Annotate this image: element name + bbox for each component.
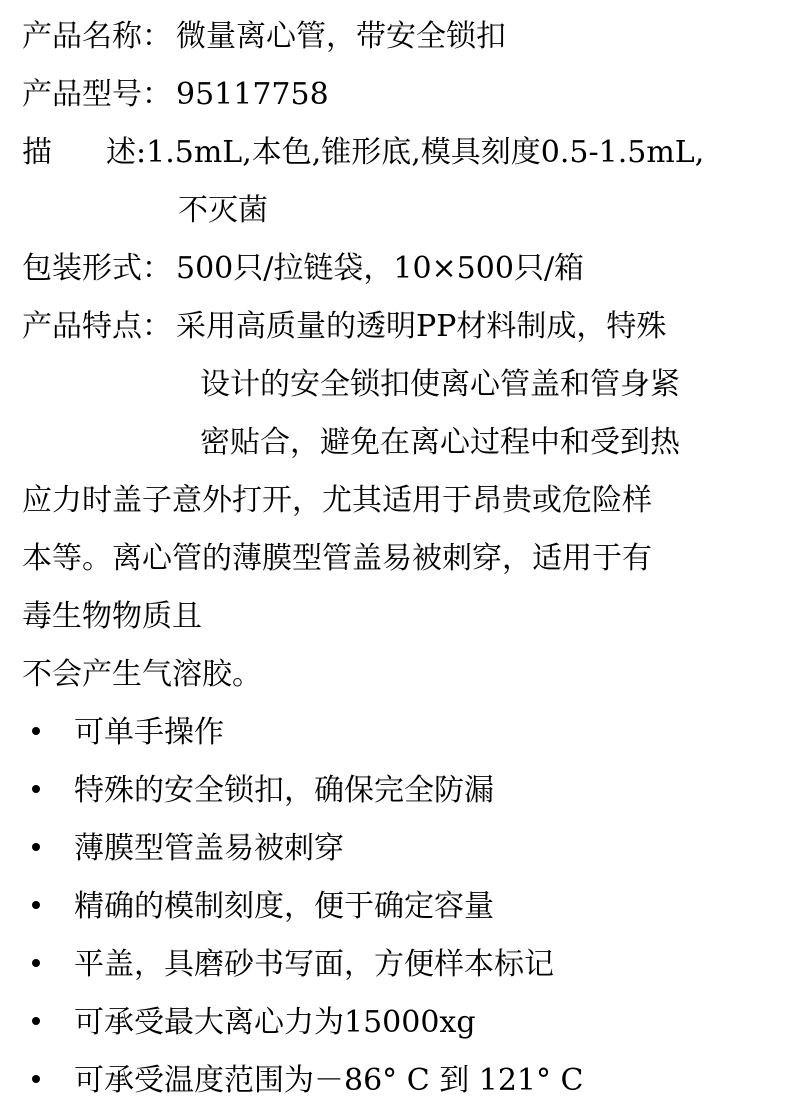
packing-row	[22, 252, 584, 286]
features-row	[22, 310, 666, 344]
feature-bullet-item	[22, 774, 494, 808]
features-row-3	[200, 426, 680, 460]
description-row	[22, 136, 704, 170]
feature-bullet-text: 特殊的安全锁扣，确保完全防漏	[74, 773, 494, 808]
bullet-dot-icon	[32, 1017, 40, 1025]
bullet-dot-icon	[32, 1075, 40, 1083]
body-paragraph-line: 毒生物物质且	[22, 599, 202, 634]
feature-bullet-item	[22, 716, 224, 750]
feature-bullet-item	[22, 832, 344, 866]
bullet-dot-icon	[32, 727, 40, 735]
product-model-row	[22, 78, 329, 112]
body-paragraph-line: 本等。离心管的薄膜型管盖易被刺穿，适用于有	[22, 541, 652, 576]
features-label: 产品特点：	[22, 309, 172, 344]
packing-value: 500只/拉链袋，10×500只/箱	[176, 251, 585, 286]
feature-bullet-item	[22, 948, 554, 982]
product-model-value: 95117758	[176, 77, 329, 112]
description-label-b: 述:	[106, 135, 147, 170]
product-name-label: 产品名称：	[22, 19, 172, 54]
features-row-2	[200, 368, 680, 402]
feature-bullet-text: 可承受最大离心力为15000xg	[74, 1005, 476, 1040]
feature-bullet-text: 可承受温度范围为－86° C 到 121° C	[74, 1063, 584, 1098]
body-paragraph-line: 应力时盖子意外打开，尤其适用于昂贵或危险样	[22, 483, 652, 518]
packing-label: 包装形式：	[22, 251, 172, 286]
bullet-dot-icon	[32, 843, 40, 851]
feature-bullet-item	[22, 1064, 584, 1098]
feature-bullet-item	[22, 890, 494, 924]
feature-bullet-item	[22, 1006, 476, 1040]
product-model-label: 产品型号：	[22, 77, 172, 112]
body-paragraph-line: 不会产生气溶胶。	[22, 657, 262, 692]
bullet-dot-icon	[32, 785, 40, 793]
features-line: 密贴合，避免在离心过程中和受到热	[200, 425, 680, 460]
features-line: 采用高质量的透明PP材料制成，特殊	[176, 309, 667, 344]
description-value-line1: 1.5mL,本色,锥形底,模具刻度0.5-1.5mL,	[146, 135, 705, 170]
bullet-dot-icon	[32, 901, 40, 909]
description-label-a: 描	[22, 135, 52, 170]
product-name-row	[22, 20, 506, 54]
feature-bullet-text: 平盖，具磨砂书写面，方便样本标记	[74, 947, 554, 982]
description-value-line2: 不灭菌	[178, 193, 268, 228]
feature-bullet-text: 薄膜型管盖易被刺穿	[74, 831, 344, 866]
feature-bullet-text: 精确的模制刻度，便于确定容量	[74, 889, 494, 924]
product-name-value: 微量离心管，带安全锁扣	[176, 19, 506, 54]
bullet-dot-icon	[32, 959, 40, 967]
description-row-2	[178, 194, 268, 228]
feature-bullet-text: 可单手操作	[74, 715, 224, 750]
features-line: 设计的安全锁扣使离心管盖和管身紧	[200, 367, 680, 402]
